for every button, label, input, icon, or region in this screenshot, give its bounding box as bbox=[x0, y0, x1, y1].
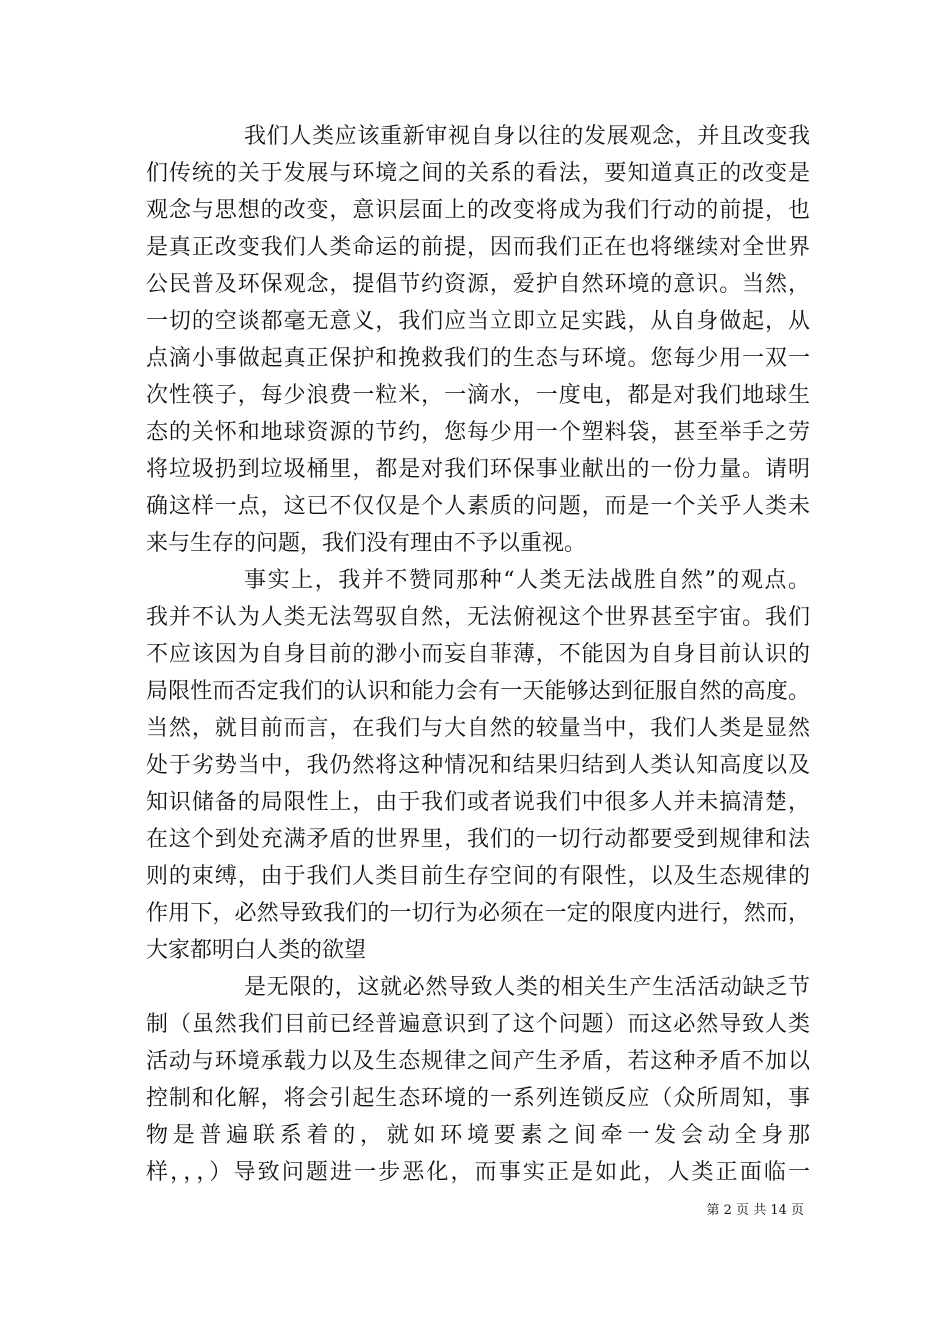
text-line: 们传统的关于发展与环境之间的关系的看法，要知道真正的改变是 bbox=[146, 161, 810, 186]
page-number-footer: 第 2 页 共 14 页 bbox=[706, 1203, 804, 1218]
text-line: 点滴小事做起真正保护和挽救我们的生态与环境。您每少用一双一 bbox=[146, 346, 810, 371]
text-line: 我们人类应该重新审视自身以往的发展观念，并且改变我 bbox=[244, 124, 810, 149]
text-line: 公民普及环保观念，提倡节约资源，爱护自然环境的意识。当然， bbox=[146, 272, 810, 297]
text-line: 当然，就目前而言，在我们与大自然的较量当中，我们人类是显然 bbox=[146, 716, 810, 741]
text-line: 控制和化解，将会引起生态环境的一系列连锁反应（众所周知，事 bbox=[146, 1086, 810, 1111]
text-line: 样，，，）导致问题进一步恶化，而事实正是如此，人类正面临一 bbox=[146, 1160, 810, 1185]
text-line: 作用下，必然导致我们的一切行为必须在一定的限度内进行，然而， bbox=[146, 901, 810, 926]
text-line: 是真正改变我们人类命运的前提，因而我们正在也将继续对全世界 bbox=[146, 235, 810, 260]
text-line: 不应该因为自身目前的渺小而妄自菲薄，不能因为自身目前认识的 bbox=[146, 642, 810, 667]
text-line: 次性筷子，每少浪费一粒米，一滴水，一度电，都是对我们地球生 bbox=[146, 383, 810, 408]
text-line: 物是普遍联系着的，就如环境要素之间牵一发会动全身那 bbox=[146, 1123, 810, 1148]
text-line: 来与生存的问题，我们没有理由不予以重视。 bbox=[146, 531, 587, 556]
text-line: 则的束缚，由于我们人类目前生存空间的有限性，以及生态规律的 bbox=[146, 864, 810, 889]
text-line: 活动与环境承载力以及生态规律之间产生矛盾，若这种矛盾不加以 bbox=[146, 1049, 810, 1074]
text-line: 态的关怀和地球资源的节约，您每少用一个塑料袋，甚至举手之劳 bbox=[146, 420, 810, 445]
text-line: 是无限的，这就必然导致人类的相关生产生活活动缺乏节 bbox=[244, 975, 810, 1000]
text-line: 确这样一点，这已不仅仅是个人素质的问题，而是一个关乎人类未 bbox=[146, 494, 810, 519]
text-line: 一切的空谈都毫无意义，我们应当立即立足实践，从自身做起，从 bbox=[146, 309, 810, 334]
text-line: 大家都明白人类的欲望 bbox=[146, 938, 367, 963]
text-line: 处于劣势当中，我仍然将这种情况和结果归结到人类认知高度以及 bbox=[146, 753, 810, 778]
body-text bbox=[146, 118, 810, 1191]
text-line: 我并不认为人类无法驾驭自然，无法俯视这个世界甚至宇宙。我们 bbox=[146, 605, 810, 630]
text-line: 局限性而否定我们的认识和能力会有一天能够达到征服自然的高度。 bbox=[146, 679, 810, 704]
text-line: 将垃圾扔到垃圾桶里，都是对我们环保事业献出的一份力量。请明 bbox=[146, 457, 810, 482]
text-line: 在这个到处充满矛盾的世界里，我们的一切行动都要受到规律和法 bbox=[146, 827, 810, 852]
text-line: 事实上，我并不赞同那种“人类无法战胜自然”的观点。 bbox=[244, 568, 810, 593]
text-line: 制（虽然我们目前已经普遍意识到了这个问题）而这必然导致人类 bbox=[146, 1012, 810, 1037]
text-line: 观念与思想的改变，意识层面上的改变将成为我们行动的前提，也 bbox=[146, 198, 810, 223]
text-line: 知识储备的局限性上，由于我们或者说我们中很多人并未搞清楚， bbox=[146, 790, 810, 815]
